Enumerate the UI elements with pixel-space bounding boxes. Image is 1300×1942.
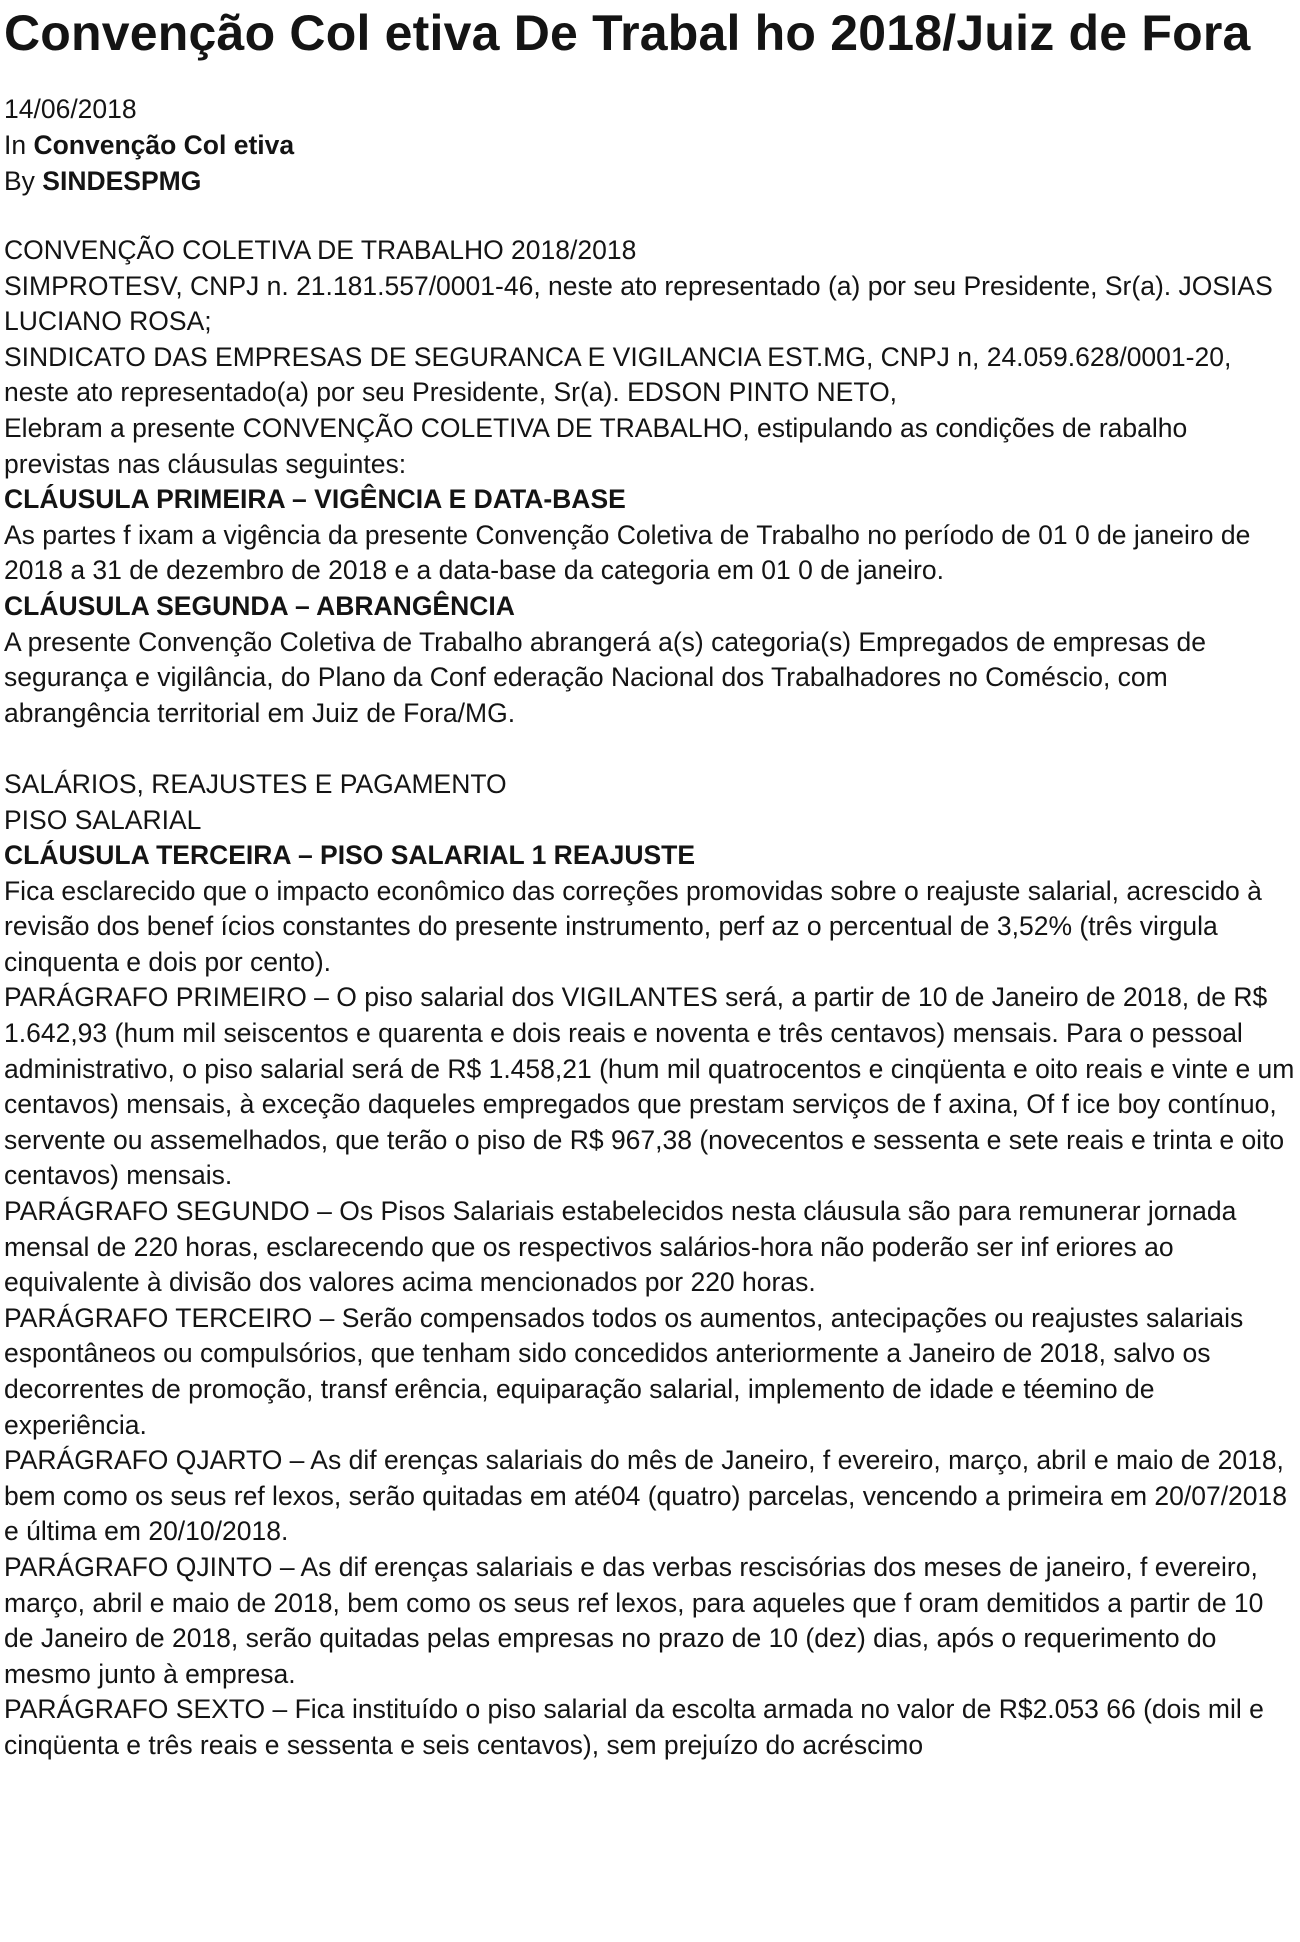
paragraph-fifth: PARÁGRAFO QJINTO – As dif erenças salariais e das verbas rescisórias dos meses de janeiro, f evereiro, março, abril e maio de 2018, bem como os seus ref lexos, para aqueles que f oram demitidos a partir de 10 de Janeiro de 2018, serão quitadas pelas empresas no prazo de 10 (dez) dias, após o requerimento do mesmo junto à empresa. bbox=[4, 1551, 1264, 1689]
section-piso: PISO SALARIAL bbox=[4, 804, 202, 835]
section-salaries: SALÁRIOS, REAJUSTES E PAGAMENTO bbox=[4, 768, 507, 799]
clause-second-text: A presente Convenção Coletiva de Trabalho abrangerá a(s) categoria(s) Empregados de empresas de segurança e vigilância, do Plano da Conf ederação Nacional dos Trabalhadores no Coméscio, com abrangência territorial em Juiz de Fora/MG. bbox=[4, 626, 1207, 728]
article-meta bbox=[4, 91, 1296, 199]
category-prefix: In bbox=[4, 130, 34, 160]
paragraph-fourth: PARÁGRAFO QJARTO – As dif erenças salariais do mês de Janeiro, f evereiro, março, abril e maio de 2018, bem como os seus ref lexos, serão quitadas em até04 (quatro) parcelas, vencendo a primeira em 20/07/2018 e última em 20/10/2018. bbox=[4, 1445, 1288, 1547]
clause-heading-first: CLÁUSULA PRIMEIRA – VIGÊNCIA E DATA-BASE bbox=[4, 484, 626, 515]
article-date: 14/06/2018 bbox=[4, 94, 137, 124]
category-link[interactable]: Convenção Col etiva bbox=[33, 130, 295, 160]
clause-heading-second: CLÁUSULA SEGUNDA – ABRANGÊNCIA bbox=[4, 590, 515, 621]
article-category-line bbox=[4, 127, 1296, 163]
party-two: SINDICATO DAS EMPRESAS DE SEGURANCA E VIGILANCIA EST.MG, CNPJ n, 24.059.628/0001-20, neste ato representado(a) por seu Presidente, Sr(a). EDSON PINTO NETO, bbox=[4, 341, 1232, 408]
paragraph-third: PARÁGRAFO TERCEIRO – Serão compensados todos os aumentos, antecipações ou reajustes salariais espontâneos ou compulsórios, que tenham sido concedidos anteriormente a Janeiro de 2018, salvo os decorrentes de promoção, transf erência, equiparação salarial, implemento de idade e téemino de experiência. bbox=[4, 1302, 1244, 1440]
clause-first-text: As partes f ixam a vigência da presente Convenção Coletiva de Trabalho no período de 01 0 de janeiro de 2018 a 31 de dezembro de 2018 e a data-base da categoria em 01 0 de janeiro. bbox=[4, 519, 1251, 586]
agreement-heading: CONVENÇÃO COLETIVA DE TRABALHO 2018/2018 bbox=[4, 235, 637, 265]
author-prefix: By bbox=[4, 166, 43, 196]
article-body bbox=[4, 233, 1296, 1764]
paragraph-sixth: PARÁGRAFO SEXTO – Fica instituído o piso salarial da escolta armada no valor de R$2.053 66 (dois mil e cinqüenta e três reais e sessenta e seis centavos), sem prejuízo do acréscimo bbox=[4, 1694, 1264, 1760]
article-author-line bbox=[4, 163, 1296, 199]
agreement-intro: Elebram a presente CONVENÇÃO COLETIVA DE TRABALHO, estipulando as condições de rabalho previstas nas cláusulas seguintes: bbox=[4, 412, 1188, 479]
clause-heading-third: CLÁUSULA TERCEIRA – PISO SALARIAL 1 REAJUSTE bbox=[4, 840, 696, 871]
clause-third-text: Fica esclarecido que o impacto econômico das correções promovidas sobre o reajuste salarial, acrescido à revisão dos benef ícios constantes do presente instrumento, perf az o percentual de 3,52% (três virgula cinquenta e dois por cento). bbox=[4, 875, 1262, 977]
author-link[interactable]: SINDESPMG bbox=[42, 166, 202, 196]
party-one: SIMPROTESV, CNPJ n. 21.181.557/0001-46, neste ato representado (a) por seu Presidente, Sr(a). JOSIAS LUCIANO ROSA; bbox=[4, 270, 1273, 337]
article bbox=[4, 0, 1296, 1764]
paragraph-second: PARÁGRAFO SEGUNDO – Os Pisos Salariais estabelecidos nesta cláusula são para remunerar jornada mensal de 220 horas, esclarecendo que os respectivos salários-hora não poderão ser inf eriores ao equivalente à divisão dos valores acima mencionados por 220 horas. bbox=[4, 1196, 1237, 1298]
article-title: Convenção Col etiva De Trabal ho 2018/Juiz de Fora bbox=[4, 5, 1251, 61]
paragraph-first: PARÁGRAFO PRIMEIRO – O piso salarial dos VIGILANTES será, a partir de 10 de Janeiro de 2018, de R$ 1.642,93 (hum mil seiscentos e quarenta e dois reais e noventa e três centavos) mensais. Para o pessoal administrativo, o piso salarial será de R$ 1.458,21 (hum mil quatrocentos e cinqüenta e oito reais e vinte e um centavos) mensais, à exceção daqueles empregados que prestam serviços de f axina, Of f ice boy contínuo, servente ou assemelhados, que terão o piso de R$ 967,38 (novecentos e sessenta e sete reais e trinta e oito centavos) mensais. bbox=[4, 982, 1295, 1191]
spacer bbox=[4, 731, 1296, 767]
